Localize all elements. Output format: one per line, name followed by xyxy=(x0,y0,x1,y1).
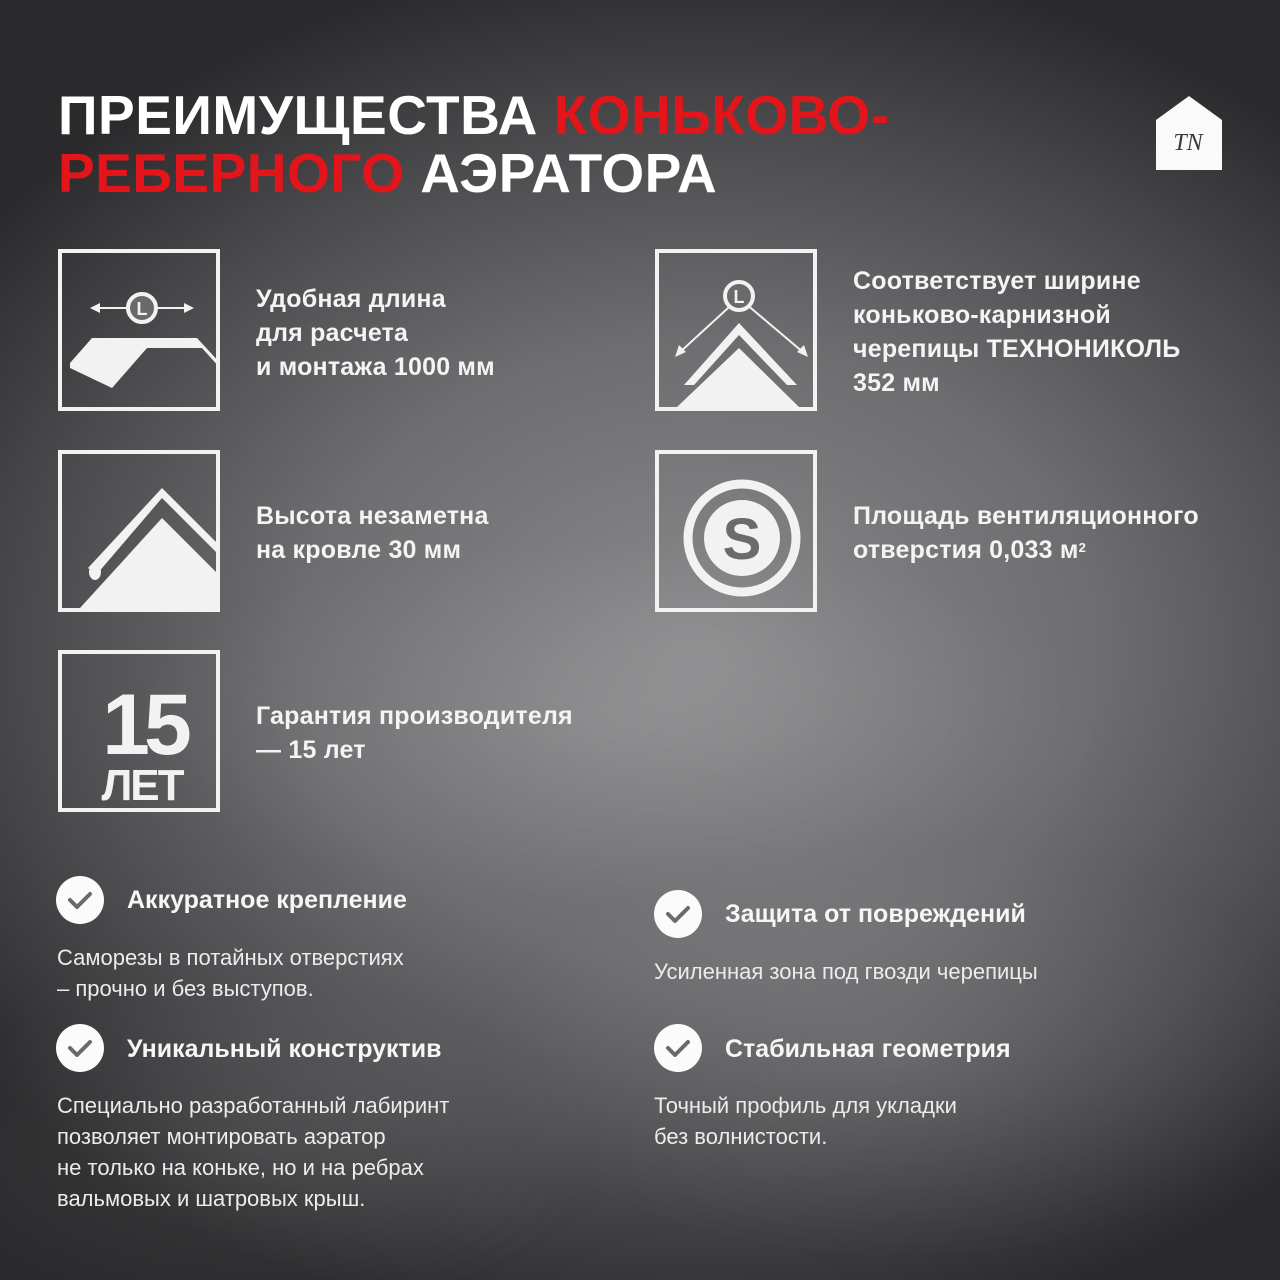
benefit-description: Точный профиль для укладки без волнистости. xyxy=(654,1093,957,1149)
title-line1-white: ПРЕИМУЩЕСТВА xyxy=(58,84,554,146)
svg-text:15: 15 xyxy=(102,677,186,773)
warranty-icon xyxy=(58,650,220,812)
svg-text:L: L xyxy=(733,287,745,307)
svg-text:L: L xyxy=(136,299,148,319)
check-icon xyxy=(56,876,104,924)
title-line1-red: КОНЬКОВО- xyxy=(553,84,890,146)
feature-text-width: Соответствует ширине коньково-карнизной черепицы ТЕХНОНИКОЛЬ 352 мм xyxy=(853,267,1181,397)
benefit-title: Уникальный конструктив xyxy=(127,1035,442,1063)
feature-text-length: Удобная длина для расчета и монтажа 1000 мм xyxy=(256,285,495,381)
ridge-length-icon xyxy=(58,249,220,411)
benefit-title: Защита от повреждений xyxy=(725,900,1026,928)
benefit-title: Аккуратное крепление xyxy=(127,886,407,914)
benefit-description: Специально разработанный лабиринт позволяет монтировать аэратор не только на коньке, но и на ребрах вальмовых и шатровых крыш. xyxy=(57,1093,450,1211)
benefit-description: Саморезы в потайных отверстиях – прочно и без выступов. xyxy=(57,945,404,1001)
svg-text:S: S xyxy=(722,507,762,572)
ventilation-area-icon xyxy=(655,450,817,612)
page-title xyxy=(58,86,890,202)
svg-text:ЛЕТ: ЛЕТ xyxy=(101,761,183,808)
roof-height-icon xyxy=(58,450,220,612)
check-icon xyxy=(654,1024,702,1072)
benefit-description: Усиленная зона под гвозди черепицы xyxy=(654,959,1038,984)
feature-text-height: Высота незаметна на кровле 30 мм xyxy=(256,502,489,564)
check-icon xyxy=(654,890,702,938)
benefit-title: Стабильная геометрия xyxy=(725,1035,1011,1063)
title-line2-white: АЭРАТОРА xyxy=(404,142,718,204)
logo-text: TN xyxy=(1173,130,1203,156)
house-logo-icon xyxy=(1154,94,1224,172)
ridge-width-icon xyxy=(655,249,817,411)
title-line2-red: РЕБЕРНОГО xyxy=(58,142,405,204)
feature-text-warranty: Гарантия производителя — 15 лет xyxy=(256,702,573,764)
feature-text-area: Площадь вентиляционного отверстия 0,033 $м^2$ xyxy=(853,502,1199,564)
check-icon xyxy=(56,1024,104,1072)
